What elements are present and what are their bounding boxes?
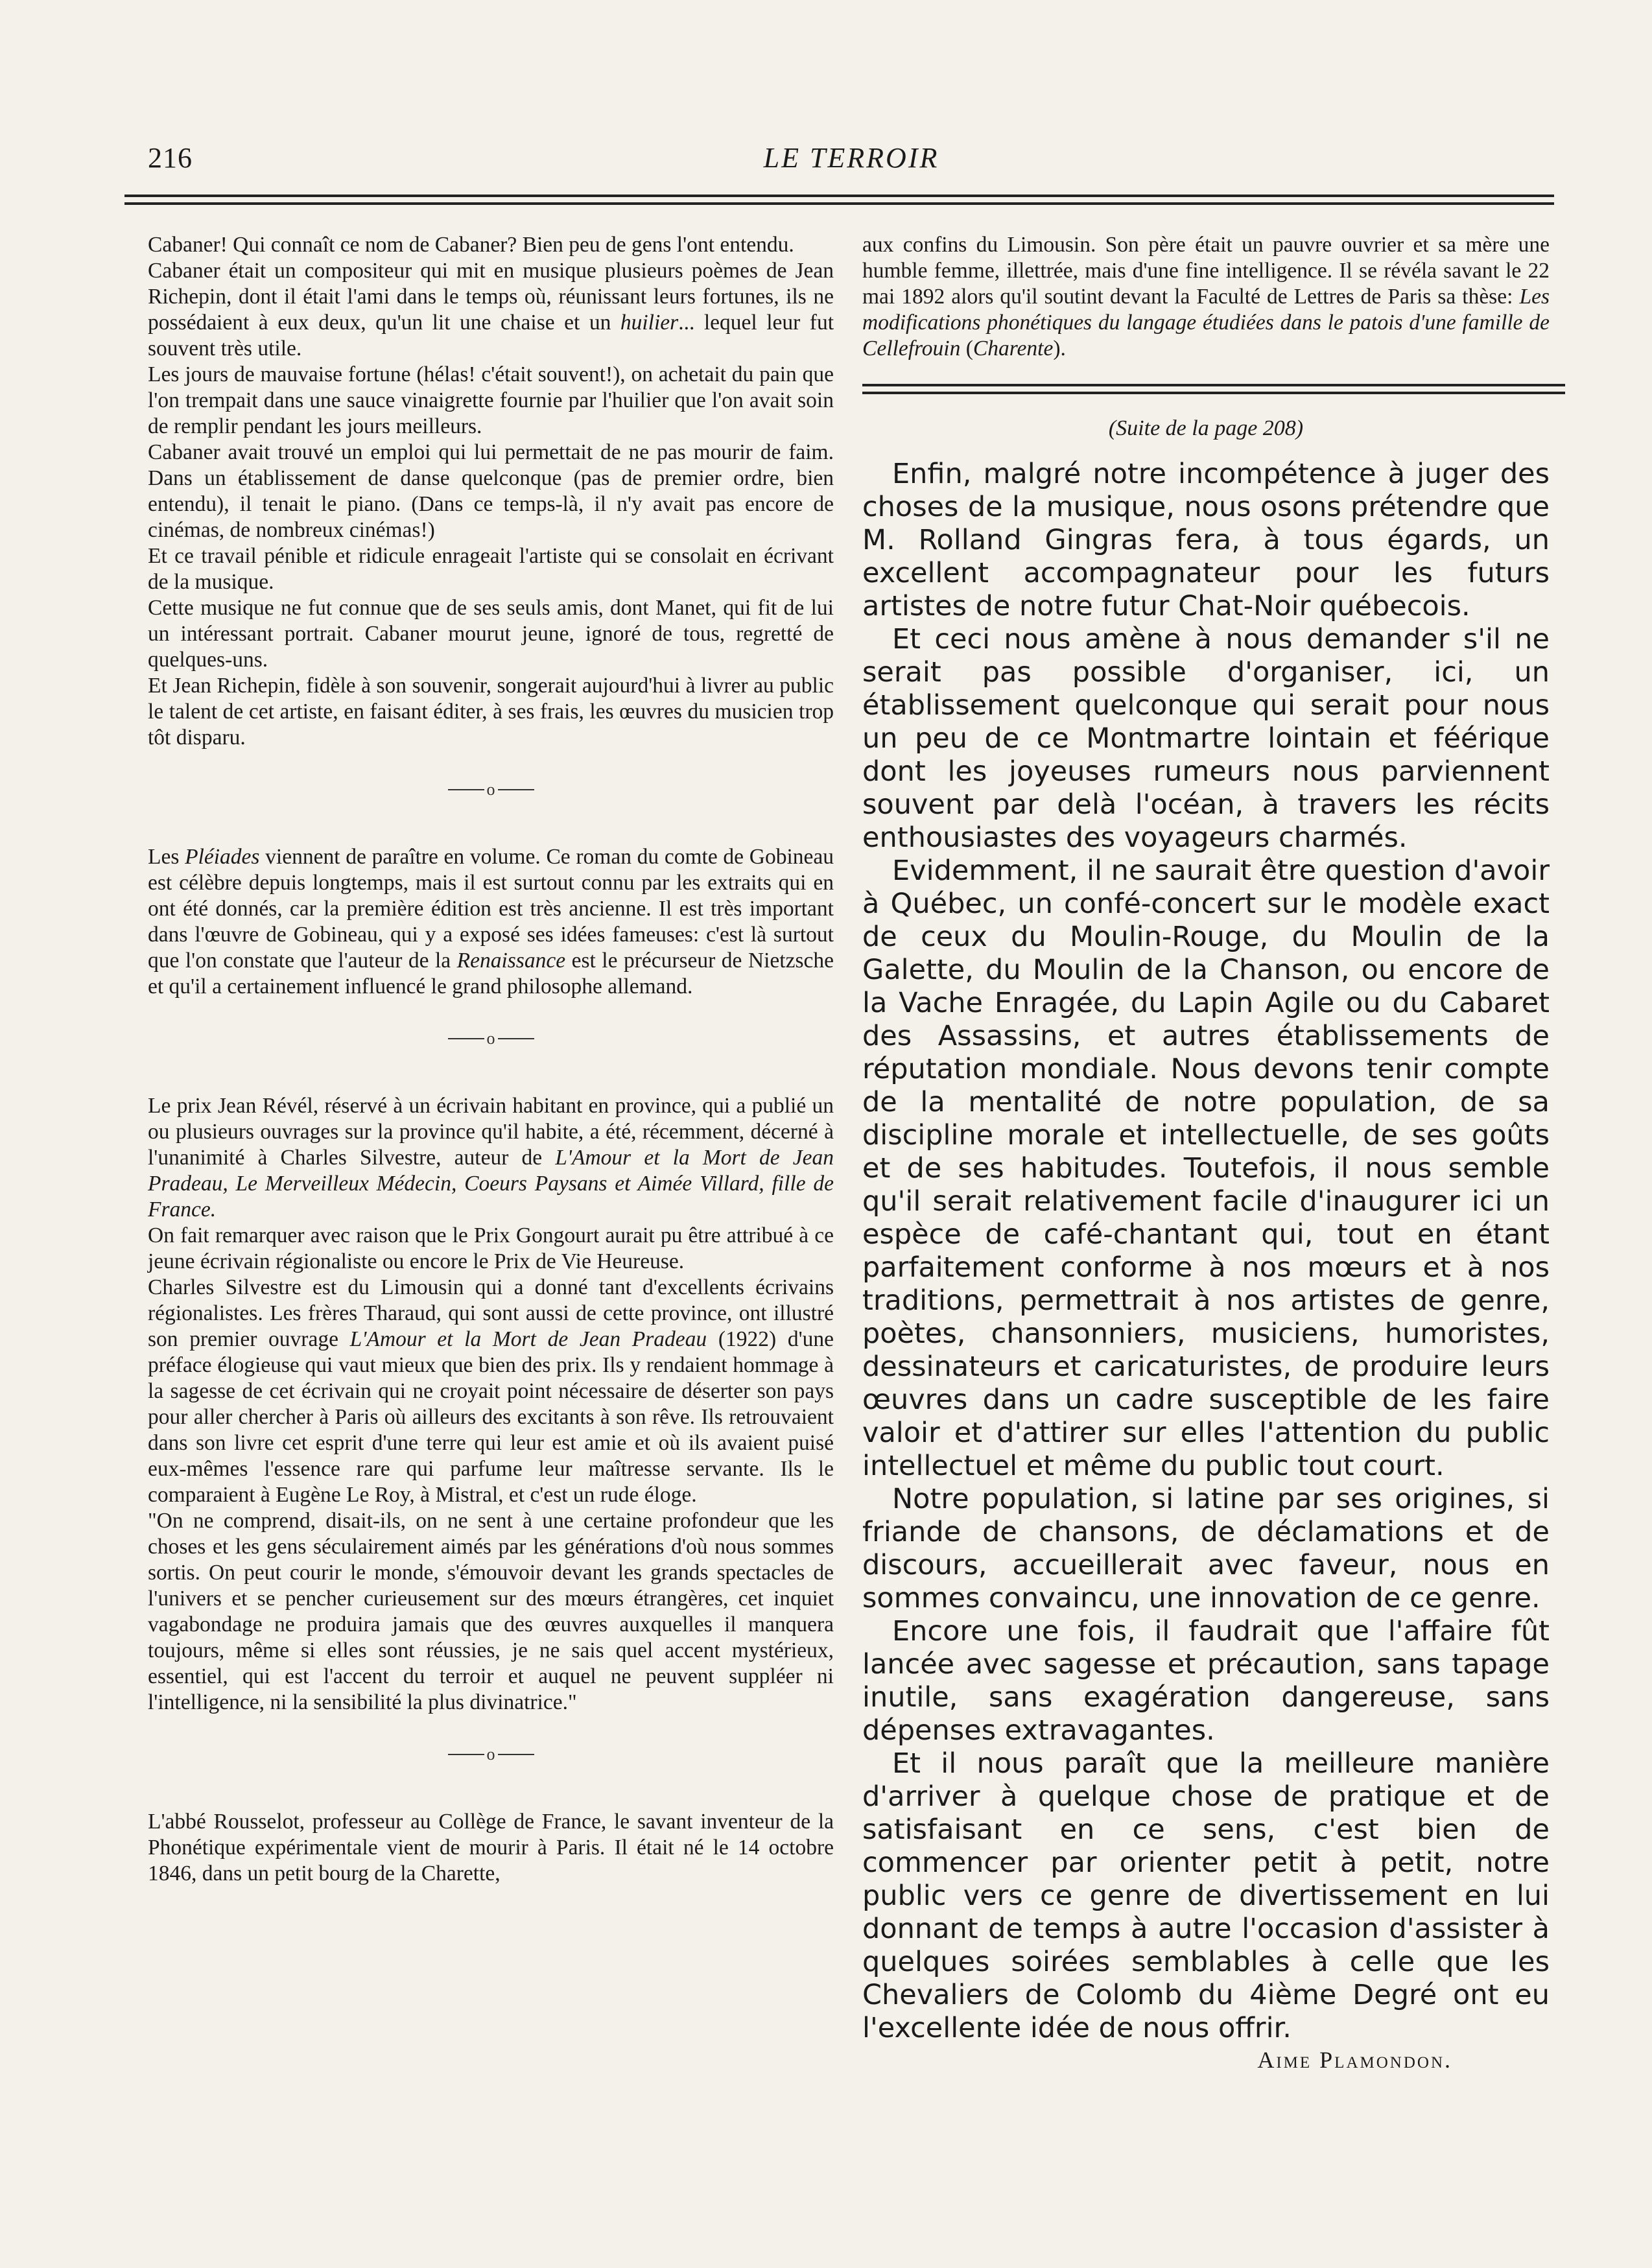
article-paragraph: Encore une fois, il faudrait que l'affaire fût lancée avec sagesse et précaution, sans tapage inutile, sans exagération dangereuse, sans dépenses extravagantes.: [862, 1615, 1550, 1747]
paragraph: Cabaner avait trouvé un emploi qui lui permettait de ne pas mourir de faim. Dans un établissement de danse quelconque (pas de premier ordre, bien entendu), il tenait le piano. (Dans ce temps-là, il n'y avait pas encore de cinémas, de nombreux cinémas!): [148, 440, 834, 542]
article-paragraph: Et il nous paraît que la meilleure manière d'arriver à quelque chose de pratique et de satisfaisant en ce sens, c'est bien de commencer par orienter petit à petit, notre public vers ce genre de divertissement en lui donnant de temps à autre l'occasion d'assister à quelques soirées semblables à celle que les Chevaliers de Colomb du 4ième Degré ont eu l'excellente idée de nous offrir.: [862, 1747, 1550, 2044]
article-body: [862, 458, 1550, 2045]
article-paragraph: Evidemment, il ne saurait être question d'avoir à Québec, un confé-concert sur le modèle exact de ceux du Moulin-Rouge, du Moulin de la Galette, du Moulin de la Chanson, ou encore de la Vache Enragée, du Lapin Agile ou du Cabaret des Assassins, et autres établissements de réputation mondiale. Nous devons tenir compte de la mentalité de notre population, de sa discipline morale et intellectuelle, de ses goûts et de ses habitudes. Toutefois, il nous semble qu'il serait relativement facile d'inaugurer ici un espèce de café-chantant qui, tout en étant parfaitement conforme à nos mœurs et à nos traditions, permettrait à nos artistes de genre, poètes, chansonniers, musiciens, humoristes, dessinateurs et caricaturistes, de produire leurs œuvres dans un cadre susceptible de les faire valoir et d'attirer sur elles l'attention du public intellectuel et même du public tout court.: [862, 855, 1550, 1482]
paragraph: Charles Silvestre est du Limousin qui a donné tant d'excellents écrivains régionalistes. Les frères Tharaud, qui sont aussi de cette province, ont illustré son premier ouvrage L'Amour et la Mort de Jean Pradeau (1922) d'une préface élogieuse qui vaut mieux que bien des prix. Ils y rendaient hommage à la sagesse de cet écrivain qui ne croyait point nécessaire de déserter son pays pour aller chercher à Paris où ailleurs des excitants à son rêve. Ils retrouvaient dans son livre cet esprit d'une terre qui leur est amie et où ils avaient puisé eux-mêmes l'essence rare qui parfume leur maîtresse servante. Ils le comparaient à Eugène Le Roy, à Mistral, et c'est un rude éloge.: [148, 1275, 834, 1507]
left-column: [148, 232, 834, 1887]
paragraph: Les jours de mauvaise fortune (hélas! c'était souvent!), on achetait du pain que l'on trempait dans une sauce vinaigrette fournie par l'huilier que l'on avait soin de remplir pendant les jours meilleurs.: [148, 362, 834, 438]
paragraph: On fait remarquer avec raison que le Prix Gongourt aurait pu être attribué à ce jeune écrivain régionaliste ou encore le Prix de Vie Heureuse.: [148, 1223, 834, 1274]
paragraph: Et Jean Richepin, fidèle à son souvenir, songerait aujourd'hui à livrer au public le talent de cet artiste, en faisant éditer, à ses frais, les œuvres du musicien trop tôt disparu.: [148, 674, 834, 750]
paragraph: Et ce travail pénible et ridicule enrageait l'artiste qui se consolait en écrivant de la musique.: [148, 544, 834, 594]
paragraph: Cette musique ne fut connue que de ses seuls amis, dont Manet, qui fit de lui un intéressant portrait. Cabaner mourut jeune, ignoré de tous, regretté de quelques-uns.: [148, 596, 834, 672]
author-signature: Aime Plamondon.: [1257, 2047, 1452, 2073]
italic-word: huilier: [620, 311, 679, 335]
continuation-note: (Suite de la page 208): [1108, 416, 1304, 440]
section-double-rule: [862, 384, 1565, 394]
section-separator: o: [148, 775, 834, 803]
paragraph: L'abbé Rousselot, professeur au Collège de France, le savant inventeur de la Phonétique expérimentale vient de mourir à Paris. Il était né le 14 octobre 1846, dans un petit bourg de la Charette,: [148, 1810, 834, 1886]
paragraph: Les Pléiades viennent de paraître en volume. Ce roman du comte de Gobineau est célèbre depuis longtemps, mais il est surtout connu par les extraits qui en ont été donnés, car la première édition est très ancienne. Il est très important dans l'œuvre de Gobineau, qui y a exposé ses idées fameuses: c'est là surtout que l'on constate que l'auteur de la Renaissance est le précurseur de Nietzsche et qu'il a certainement influencé le grand philosophe allemand.: [148, 845, 834, 999]
section-separator: o: [148, 1740, 834, 1767]
continued-paragraph: aux confins du Limousin. Son père était un pauvre ouvrier et sa mère une humble femme, illettrée, mais d'une fine intelligence. Il se révéla savant le 22 mai 1892 alors qu'il soutint devant la Faculté de Lettres de Paris sa thèse: Les modifications phonétiques du langage étudiées dans le patois d'une famille de Cellefrouin (Charente).: [862, 233, 1550, 360]
section-separator: o: [148, 1024, 834, 1052]
article-paragraph: Notre population, si latine par ses origines, si friande de chansons, de déclamations et de discours, accueillerait avec faveur, nous en sommes convaincu, une innovation de ce genre.: [862, 1483, 1550, 1614]
paragraph: Cabaner! Qui connaît ce nom de Cabaner? Bien peu de gens l'ont entendu.: [148, 233, 794, 257]
quotation-paragraph: "On ne comprend, disait-ils, on ne sent à une certaine profondeur que les choses et les gens séculairement aimés par les générations d'où nous sommes sortis. On peut courir le monde, s'émouvoir devant les grands spectacles de l'univers et se pencher curieusement sur des mœurs étrangères, cet inquiet vagabondage ne produira jamais que des œuvres auxquelles il manquera toujours, même si elles sont réussies, je ne sais quel accent mystérieux, essentiel, qui est l'accent du terroir et auquel ne peuvent suppléer ni l'intelligence, ni la sensibilité la plus divinatrice.": [148, 1509, 834, 1715]
journal-title: LE TERROIR: [763, 142, 939, 174]
page-number: 216: [148, 142, 193, 174]
paragraph: Cabaner était un compositeur qui mit en musique plusieurs poèmes de Jean Richepin, dont il était l'ami dans le temps où, réunissant leurs fortunes, ils ne possédaient à eux deux, qu'un lit une chaise et un huilier... lequel leur fut souvent très utile.: [148, 259, 834, 360]
article-paragraph: Enfin, malgré notre incompétence à juger des choses de la musique, nous osons prétendre que M. Rolland Gingras fera, à tous égards, un excellent accompagnateur pour les futurs artistes de notre futur Chat-Noir québecois.: [862, 458, 1550, 622]
article-paragraph: Et ceci nous amène à nous demander s'il ne serait pas possible d'organiser, ici, un établissement quelconque qui serait pour nous un peu de ce Montmartre lointain et féérique dont les joyeuses rumeurs nous parviennent souvent par delà l'océan, à travers les récits enthousiastes des voyageurs charmés.: [862, 623, 1550, 854]
header-double-rule: [124, 195, 1554, 205]
paragraph: Le prix Jean Révél, réservé à un écrivain habitant en province, qui a publié un ou plusieurs ouvrages sur la province qu'il habite, a été, récemment, décerné à l'unanimité à Charles Silvestre, auteur de L'Amour et la Mort de Jean Pradeau, Le Merveilleux Médecin, Coeurs Paysans et Aimée Villard, fille de France.: [148, 1094, 834, 1222]
page-header: [148, 141, 1555, 180]
right-column: [862, 232, 1550, 2073]
